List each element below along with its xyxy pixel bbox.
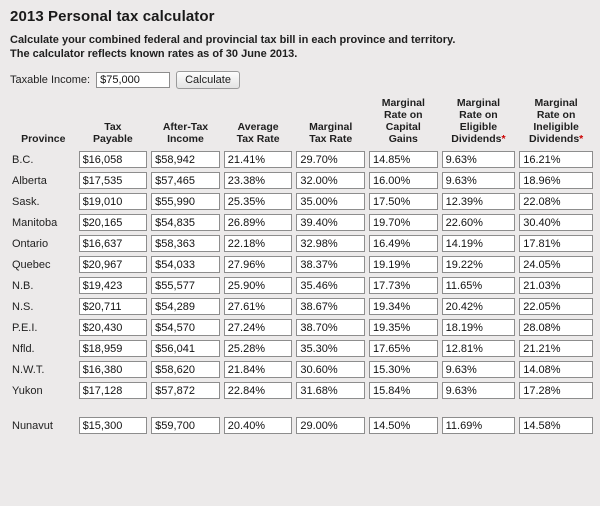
marginal-capital-gains-field[interactable]: [369, 340, 438, 357]
cell-tax-payable: [77, 191, 150, 212]
cell-tax-payable: [77, 415, 150, 436]
marginal-capital-gains-field[interactable]: [369, 277, 438, 294]
cell-tax-payable: [77, 380, 150, 401]
average-tax-rate-field[interactable]: [224, 256, 293, 273]
cell-marginal-tax-rate: [294, 338, 367, 359]
average-tax-rate-field[interactable]: [224, 214, 293, 231]
marginal-ineligible-dividends-field[interactable]: [519, 151, 593, 168]
marginal-ineligible-dividends-field[interactable]: [519, 214, 593, 231]
table-row: [10, 275, 595, 296]
cell-marginal-capital-gains: [367, 254, 440, 275]
row-province-label: Nunavut: [12, 419, 53, 432]
column-header-marginal-tax-rate: Marginal Tax Rate: [309, 121, 353, 145]
cell-marginal-tax-rate: [294, 380, 367, 401]
marginal-ineligible-dividends-field[interactable]: [519, 382, 593, 399]
table-row: [10, 380, 595, 401]
after-tax-income-field[interactable]: [151, 235, 220, 252]
average-tax-rate-field[interactable]: [224, 172, 293, 189]
marginal-eligible-dividends-field[interactable]: [442, 256, 516, 273]
marginal-tax-rate-field[interactable]: [296, 172, 365, 189]
cell-after-tax-income: [149, 170, 222, 191]
tax-payable-field[interactable]: [79, 277, 148, 294]
cell-tax-payable: [77, 317, 150, 338]
marginal-ineligible-dividends-field[interactable]: [519, 256, 593, 273]
marginal-tax-rate-field[interactable]: [296, 256, 365, 273]
tax-payable-field[interactable]: [79, 382, 148, 399]
column-header-tax-payable: Tax Payable: [93, 121, 133, 145]
tax-payable-field[interactable]: [79, 193, 148, 210]
marginal-ineligible-dividends-field[interactable]: [519, 193, 593, 210]
average-tax-rate-field[interactable]: [224, 193, 293, 210]
average-tax-rate-field[interactable]: [224, 151, 293, 168]
row-province-label: N.S.: [12, 300, 34, 313]
page-title: 2013 Personal tax calculator: [10, 8, 215, 25]
cell-average-tax-rate: [222, 191, 295, 212]
marginal-tax-rate-field[interactable]: [296, 214, 365, 231]
marginal-eligible-dividends-field[interactable]: [442, 235, 516, 252]
cell-marginal-capital-gains: [367, 317, 440, 338]
taxable-income-input[interactable]: [96, 72, 170, 88]
cell-marginal-eligible-dividends: [440, 338, 518, 359]
average-tax-rate-field[interactable]: [224, 382, 293, 399]
cell-marginal-tax-rate: [294, 254, 367, 275]
cell-marginal-ineligible-dividends: [517, 296, 595, 317]
calculate-button[interactable]: Calculate: [176, 71, 240, 89]
table-row: [10, 170, 595, 191]
after-tax-income-field[interactable]: [151, 172, 220, 189]
after-tax-income-field[interactable]: [151, 361, 220, 378]
cell-marginal-ineligible-dividends: [517, 380, 595, 401]
marginal-tax-rate-field[interactable]: [296, 319, 365, 336]
cell-average-tax-rate: [222, 254, 295, 275]
taxable-income-label: Taxable Income:: [10, 74, 91, 86]
cell-average-tax-rate: [222, 338, 295, 359]
cell-after-tax-income: [149, 191, 222, 212]
cell-average-tax-rate: [222, 415, 295, 436]
marginal-ineligible-dividends-field[interactable]: [519, 235, 593, 252]
table-row: [10, 317, 595, 338]
footnote-marker-eligible: *: [501, 133, 506, 145]
marginal-eligible-dividends-field[interactable]: [442, 298, 516, 315]
row-province-label: Yukon: [12, 384, 43, 397]
marginal-eligible-dividends-field[interactable]: [442, 340, 516, 357]
cell-after-tax-income: [149, 212, 222, 233]
row-province-label: N.B.: [12, 279, 34, 292]
after-tax-income-field[interactable]: [151, 319, 220, 336]
cell-average-tax-rate: [222, 275, 295, 296]
cell-marginal-capital-gains: [367, 296, 440, 317]
intro-line-1: Calculate your combined federal and provincial tax bill in each province and territory.: [10, 34, 456, 46]
table-spacer-row: [10, 401, 595, 415]
marginal-tax-rate-field[interactable]: [296, 193, 365, 210]
cell-tax-payable: [77, 233, 150, 254]
cell-marginal-capital-gains: [367, 275, 440, 296]
cell-marginal-ineligible-dividends: [517, 338, 595, 359]
cell-marginal-capital-gains: [367, 359, 440, 380]
cell-marginal-ineligible-dividends: [517, 415, 595, 436]
marginal-eligible-dividends-field[interactable]: [442, 172, 516, 189]
cell-marginal-ineligible-dividends: [517, 254, 595, 275]
cell-marginal-eligible-dividends: [440, 233, 518, 254]
marginal-eligible-dividends-field[interactable]: [442, 193, 516, 210]
table-row: [10, 359, 595, 380]
row-province-label: Manitoba: [12, 216, 58, 229]
marginal-tax-rate-field[interactable]: [296, 298, 365, 315]
cell-marginal-tax-rate: [294, 317, 367, 338]
row-province-label: Nfld.: [12, 342, 35, 355]
cell-marginal-ineligible-dividends: [517, 317, 595, 338]
cell-average-tax-rate: [222, 149, 295, 170]
cell-after-tax-income: [149, 359, 222, 380]
cell-marginal-eligible-dividends: [440, 359, 518, 380]
tax-payable-field[interactable]: [79, 417, 148, 434]
tax-payable-field[interactable]: [79, 151, 148, 168]
marginal-capital-gains-field[interactable]: [369, 256, 438, 273]
intro-line-2: The calculator reflects known rates as of 30 June 2013.: [10, 48, 298, 60]
marginal-capital-gains-field[interactable]: [369, 193, 438, 210]
cell-after-tax-income: [149, 317, 222, 338]
marginal-eligible-dividends-field[interactable]: [442, 319, 516, 336]
average-tax-rate-field[interactable]: [224, 417, 293, 434]
cell-marginal-capital-gains: [367, 233, 440, 254]
cell-marginal-eligible-dividends: [440, 212, 518, 233]
average-tax-rate-field[interactable]: [224, 235, 293, 252]
footnote-marker-ineligible: *: [579, 133, 584, 145]
row-province-label: B.C.: [12, 153, 34, 166]
cell-marginal-tax-rate: [294, 296, 367, 317]
marginal-ineligible-dividends-field[interactable]: [519, 417, 593, 434]
table-row: [10, 149, 595, 170]
cell-average-tax-rate: [222, 317, 295, 338]
cell-marginal-capital-gains: [367, 149, 440, 170]
cell-marginal-eligible-dividends: [440, 380, 518, 401]
cell-marginal-eligible-dividends: [440, 415, 518, 436]
marginal-capital-gains-field[interactable]: [369, 361, 438, 378]
cell-average-tax-rate: [222, 296, 295, 317]
table-header-row: [10, 97, 595, 149]
cell-after-tax-income: [149, 338, 222, 359]
cell-marginal-tax-rate: [294, 359, 367, 380]
average-tax-rate-field[interactable]: [224, 361, 293, 378]
marginal-capital-gains-field[interactable]: [369, 214, 438, 231]
cell-marginal-eligible-dividends: [440, 275, 518, 296]
cell-marginal-tax-rate: [294, 275, 367, 296]
cell-marginal-capital-gains: [367, 380, 440, 401]
cell-marginal-eligible-dividends: [440, 317, 518, 338]
cell-average-tax-rate: [222, 359, 295, 380]
cell-marginal-ineligible-dividends: [517, 233, 595, 254]
marginal-ineligible-dividends-field[interactable]: [519, 340, 593, 357]
row-province-label: Alberta: [12, 174, 47, 187]
cell-tax-payable: [77, 338, 150, 359]
marginal-eligible-dividends-field[interactable]: [442, 214, 516, 231]
cell-after-tax-income: [149, 254, 222, 275]
cell-marginal-tax-rate: [294, 149, 367, 170]
tax-payable-field[interactable]: [79, 340, 148, 357]
table-row: [10, 191, 595, 212]
cell-after-tax-income: [149, 296, 222, 317]
cell-marginal-capital-gains: [367, 212, 440, 233]
table-row: [10, 254, 595, 275]
cell-marginal-ineligible-dividends: [517, 149, 595, 170]
table-row: [10, 415, 595, 436]
column-header-marginal-eligible-dividends: Marginal Rate on Eligible Dividends*: [451, 97, 506, 145]
cell-after-tax-income: [149, 380, 222, 401]
column-header-after-tax-income: After-Tax Income: [162, 121, 209, 145]
cell-marginal-tax-rate: [294, 415, 367, 436]
marginal-tax-rate-field[interactable]: [296, 382, 365, 399]
cell-tax-payable: [77, 254, 150, 275]
tax-payable-field[interactable]: [79, 172, 148, 189]
marginal-capital-gains-field[interactable]: [369, 319, 438, 336]
row-province-label: Quebec: [12, 258, 51, 271]
cell-marginal-ineligible-dividends: [517, 191, 595, 212]
average-tax-rate-field[interactable]: [224, 340, 293, 357]
marginal-eligible-dividends-field[interactable]: [442, 417, 516, 434]
cell-after-tax-income: [149, 233, 222, 254]
row-province-label: Ontario: [12, 237, 49, 250]
cell-marginal-eligible-dividends: [440, 191, 518, 212]
tax-payable-field[interactable]: [79, 235, 148, 252]
cell-marginal-ineligible-dividends: [517, 359, 595, 380]
marginal-ineligible-dividends-field[interactable]: [519, 277, 593, 294]
tax-payable-field[interactable]: [79, 256, 148, 273]
cell-after-tax-income: [149, 149, 222, 170]
cell-marginal-ineligible-dividends: [517, 212, 595, 233]
after-tax-income-field[interactable]: [151, 298, 220, 315]
tax-payable-field[interactable]: [79, 214, 148, 231]
cell-marginal-eligible-dividends: [440, 296, 518, 317]
table-row: [10, 212, 595, 233]
marginal-ineligible-dividends-field[interactable]: [519, 361, 593, 378]
marginal-ineligible-dividends-field[interactable]: [519, 298, 593, 315]
column-header-average-tax-rate: Average Tax Rate: [236, 121, 280, 145]
marginal-tax-rate-field[interactable]: [296, 361, 365, 378]
marginal-eligible-dividends-field[interactable]: [442, 277, 516, 294]
tax-results-table: [10, 97, 595, 436]
cell-tax-payable: [77, 359, 150, 380]
cell-marginal-capital-gains: [367, 415, 440, 436]
tax-payable-field[interactable]: [79, 319, 148, 336]
spacer-cell: [10, 401, 595, 415]
row-province-label: N.W.T.: [12, 363, 45, 376]
cell-marginal-capital-gains: [367, 338, 440, 359]
cell-tax-payable: [77, 296, 150, 317]
marginal-ineligible-dividends-field[interactable]: [519, 319, 593, 336]
marginal-tax-rate-field[interactable]: [296, 340, 365, 357]
cell-average-tax-rate: [222, 170, 295, 191]
after-tax-income-field[interactable]: [151, 277, 220, 294]
cell-marginal-tax-rate: [294, 170, 367, 191]
cell-tax-payable: [77, 275, 150, 296]
after-tax-income-field[interactable]: [151, 151, 220, 168]
cell-average-tax-rate: [222, 212, 295, 233]
tax-payable-field[interactable]: [79, 298, 148, 315]
marginal-capital-gains-field[interactable]: [369, 235, 438, 252]
marginal-tax-rate-field[interactable]: [296, 417, 365, 434]
cell-marginal-ineligible-dividends: [517, 275, 595, 296]
after-tax-income-field[interactable]: [151, 382, 220, 399]
table-row: [10, 296, 595, 317]
cell-marginal-capital-gains: [367, 191, 440, 212]
cell-marginal-tax-rate: [294, 233, 367, 254]
marginal-ineligible-dividends-field[interactable]: [519, 172, 593, 189]
average-tax-rate-field[interactable]: [224, 319, 293, 336]
intro-text: [10, 33, 592, 61]
table-row: [10, 338, 595, 359]
income-form: [10, 71, 592, 89]
marginal-capital-gains-field[interactable]: [369, 298, 438, 315]
cell-marginal-capital-gains: [367, 170, 440, 191]
cell-marginal-tax-rate: [294, 212, 367, 233]
average-tax-rate-field[interactable]: [224, 277, 293, 294]
cell-average-tax-rate: [222, 233, 295, 254]
marginal-capital-gains-field[interactable]: [369, 417, 438, 434]
marginal-eligible-dividends-field[interactable]: [442, 361, 516, 378]
column-header-marginal-ineligible-dividends: Marginal Rate on Ineligible Dividends*: [528, 97, 584, 145]
after-tax-income-field[interactable]: [151, 256, 220, 273]
marginal-capital-gains-field[interactable]: [369, 382, 438, 399]
after-tax-income-field[interactable]: [151, 340, 220, 357]
cell-marginal-tax-rate: [294, 191, 367, 212]
cell-average-tax-rate: [222, 380, 295, 401]
after-tax-income-field[interactable]: [151, 417, 220, 434]
row-province-label: P.E.I.: [12, 321, 38, 334]
marginal-tax-rate-field[interactable]: [296, 151, 365, 168]
marginal-capital-gains-field[interactable]: [369, 172, 438, 189]
cell-tax-payable: [77, 170, 150, 191]
marginal-tax-rate-field[interactable]: [296, 235, 365, 252]
cell-marginal-ineligible-dividends: [517, 170, 595, 191]
table-row: [10, 233, 595, 254]
column-header-province: Province: [21, 133, 66, 145]
tax-payable-field[interactable]: [79, 361, 148, 378]
cell-marginal-eligible-dividends: [440, 170, 518, 191]
cell-after-tax-income: [149, 415, 222, 436]
cell-tax-payable: [77, 212, 150, 233]
average-tax-rate-field[interactable]: [224, 298, 293, 315]
marginal-tax-rate-field[interactable]: [296, 277, 365, 294]
row-province-label: Sask.: [12, 195, 40, 208]
after-tax-income-field[interactable]: [151, 214, 220, 231]
cell-tax-payable: [77, 149, 150, 170]
marginal-eligible-dividends-field[interactable]: [442, 151, 516, 168]
cell-marginal-eligible-dividends: [440, 149, 518, 170]
column-header-marginal-capital-gains: Marginal Rate on Capital Gains: [381, 97, 425, 145]
after-tax-income-field[interactable]: [151, 193, 220, 210]
marginal-eligible-dividends-field[interactable]: [442, 382, 516, 399]
cell-after-tax-income: [149, 275, 222, 296]
marginal-capital-gains-field[interactable]: [369, 151, 438, 168]
cell-marginal-eligible-dividends: [440, 254, 518, 275]
